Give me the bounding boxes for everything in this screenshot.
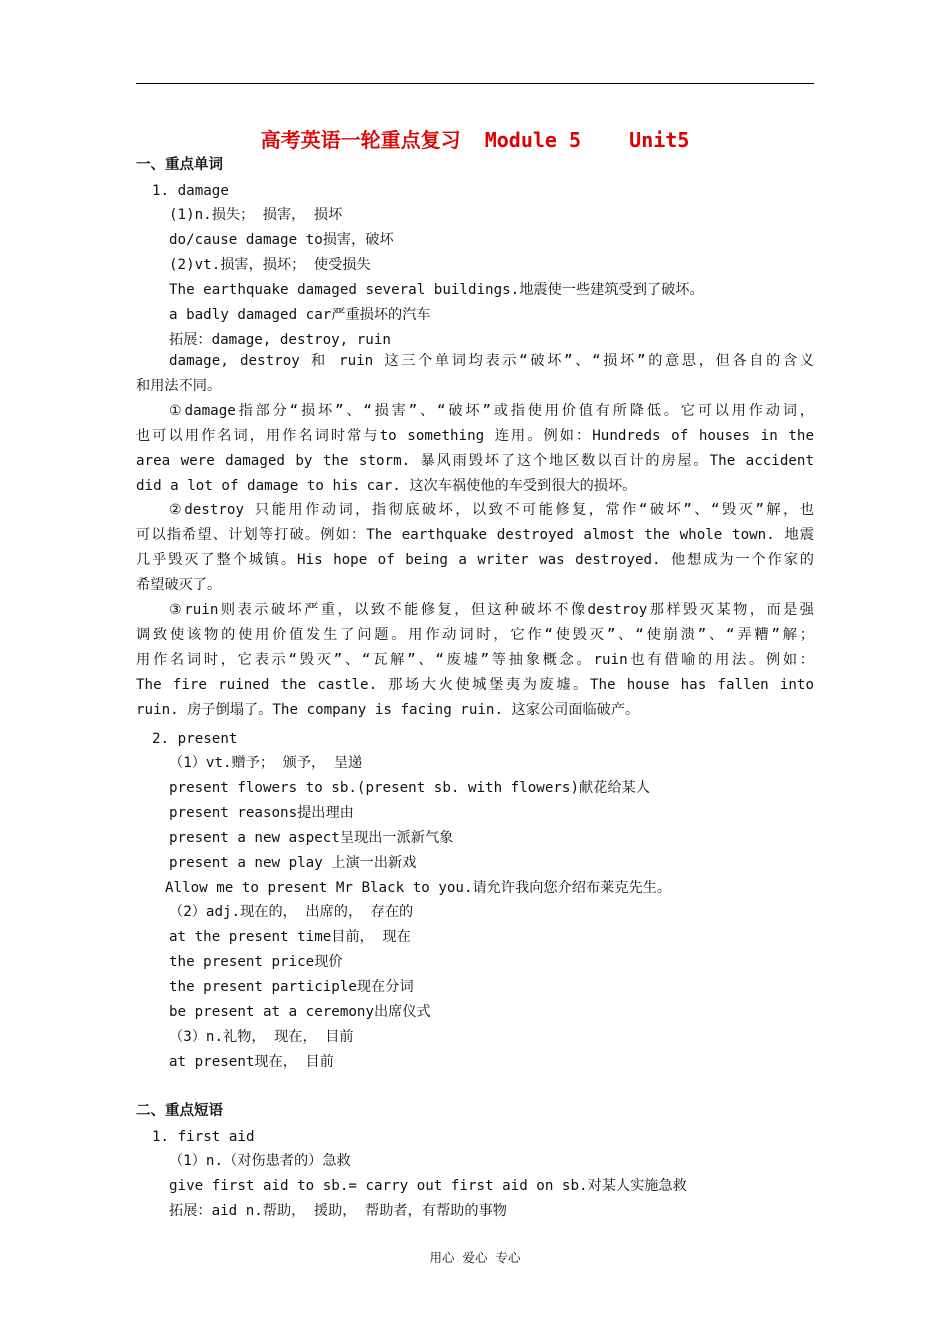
example-line: at present现在， 目前 — [169, 1054, 334, 1070]
example-line: Allow me to present Mr Black to you.请允许我向您介绍布莱克先生。 — [165, 880, 672, 896]
page-footer: 用心 爱心 专心 — [429, 1250, 521, 1265]
paragraph-line: 可以指希望、计划等打破。例如：The earthquake destroyed almost the whole town. 地震 — [136, 527, 814, 543]
phrase-line: do/cause damage to损害，破坏 — [169, 232, 394, 248]
example-line: present reasons提出理由 — [169, 805, 354, 821]
document-title: 高考英语一轮重点复习 Module 5 Unit5 — [260, 128, 690, 152]
paragraph-line: did a lot of damage to his car. 这次车祸使他的车受到很大的损坏。 — [136, 478, 637, 494]
header-rule — [136, 83, 814, 84]
sense-line: (1)n.损失； 损害， 损坏 — [169, 207, 343, 223]
paragraph-line: 调致使该物的使用价值发生了问题。用作动词时，它作“使毁灭”、“使崩溃”、“弄糟”解； — [136, 627, 814, 643]
paragraph-line: ②destroy 只能用作动词，指彻底破坏，以致不可能修复，常作“破坏”、“毁灭”解，也 — [169, 502, 814, 518]
entry-label-damage: 1. damage — [152, 183, 229, 199]
example-line: present flowers to sb.(present sb. with flowers)献花给某人 — [169, 780, 650, 796]
sense-line: （1）vt.赠予； 颁予， 呈递 — [169, 755, 363, 771]
paragraph-line: area were damaged by the storm. 暴风雨毁坏了这个地区数以百计的房屋。The accident — [136, 453, 814, 469]
paragraph-line: 希望破灭了。 — [136, 577, 222, 593]
section-heading-key-phrases: 二、重点短语 — [136, 1103, 223, 1119]
example-line: be present at a ceremony出席仪式 — [169, 1004, 431, 1020]
sense-line: （3）n.礼物， 现在， 目前 — [169, 1029, 354, 1045]
paragraph-line: ③ruin则表示破坏严重，以致不能修复，但这种破坏不像destroy那样毁灭某物，而是强 — [169, 602, 814, 618]
example-line: a badly damaged car严重损坏的汽车 — [169, 307, 431, 323]
extension-line: 拓展：aid n.帮助， 援助， 帮助者，有帮助的事物 — [169, 1203, 507, 1219]
entry-label-first-aid: 1. first aid — [152, 1129, 255, 1145]
example-line: present a new aspect呈现出一派新气象 — [169, 830, 454, 846]
paragraph-line: 几乎毁灭了整个城镇。His hope of being a writer was destroyed. 他想成为一个作家的 — [136, 552, 814, 568]
example-line: at the present time目前， 现在 — [169, 929, 411, 945]
sense-line: （2）adj.现在的， 出席的， 存在的 — [169, 904, 414, 920]
example-line: give first aid to sb.= carry out first aid on sb.对某人实施急救 — [169, 1178, 687, 1194]
example-line: the present price现价 — [169, 954, 343, 970]
paragraph-line: 用作名词时，它表示“毁灭”、“瓦解”、“废墟”等抽象概念。ruin也有借喻的用法。例如： — [136, 652, 814, 668]
paragraph-line: 也可以用作名词，用作名词时常与to something 连用。例如：Hundreds of houses in the — [136, 428, 814, 444]
extension-line: 拓展：damage, destroy, ruin — [169, 332, 391, 348]
example-line: present a new play 上演一出新戏 — [169, 855, 417, 871]
section-heading-key-words: 一、重点单词 — [136, 157, 223, 173]
sense-line: （1）n.（对伤患者的）急救 — [169, 1153, 351, 1169]
paragraph-line: 和用法不同。 — [136, 378, 222, 394]
example-line: the present participle现在分词 — [169, 979, 414, 995]
paragraph-line: damage, destroy 和 ruin 这三个单词均表示“破坏”、“损坏”的意思，但各自的含义 — [169, 353, 814, 369]
example-line: The earthquake damaged several buildings.地震使一些建筑受到了破坏。 — [169, 282, 704, 298]
paragraph-line: ruin. 房子倒塌了。The company is facing ruin. 这家公司面临破产。 — [136, 702, 640, 718]
sense-line: (2)vt.损害，损坏； 使受损失 — [169, 257, 371, 273]
paragraph-line: ①damage指部分“损坏”、“损害”、“破坏”或指使用价值有所降低。它可以用作动词， — [169, 403, 814, 419]
entry-label-present: 2. present — [152, 731, 238, 747]
paragraph-line: The fire ruined the castle. 那场大火使城堡夷为废墟。The house has fallen into — [136, 677, 814, 693]
